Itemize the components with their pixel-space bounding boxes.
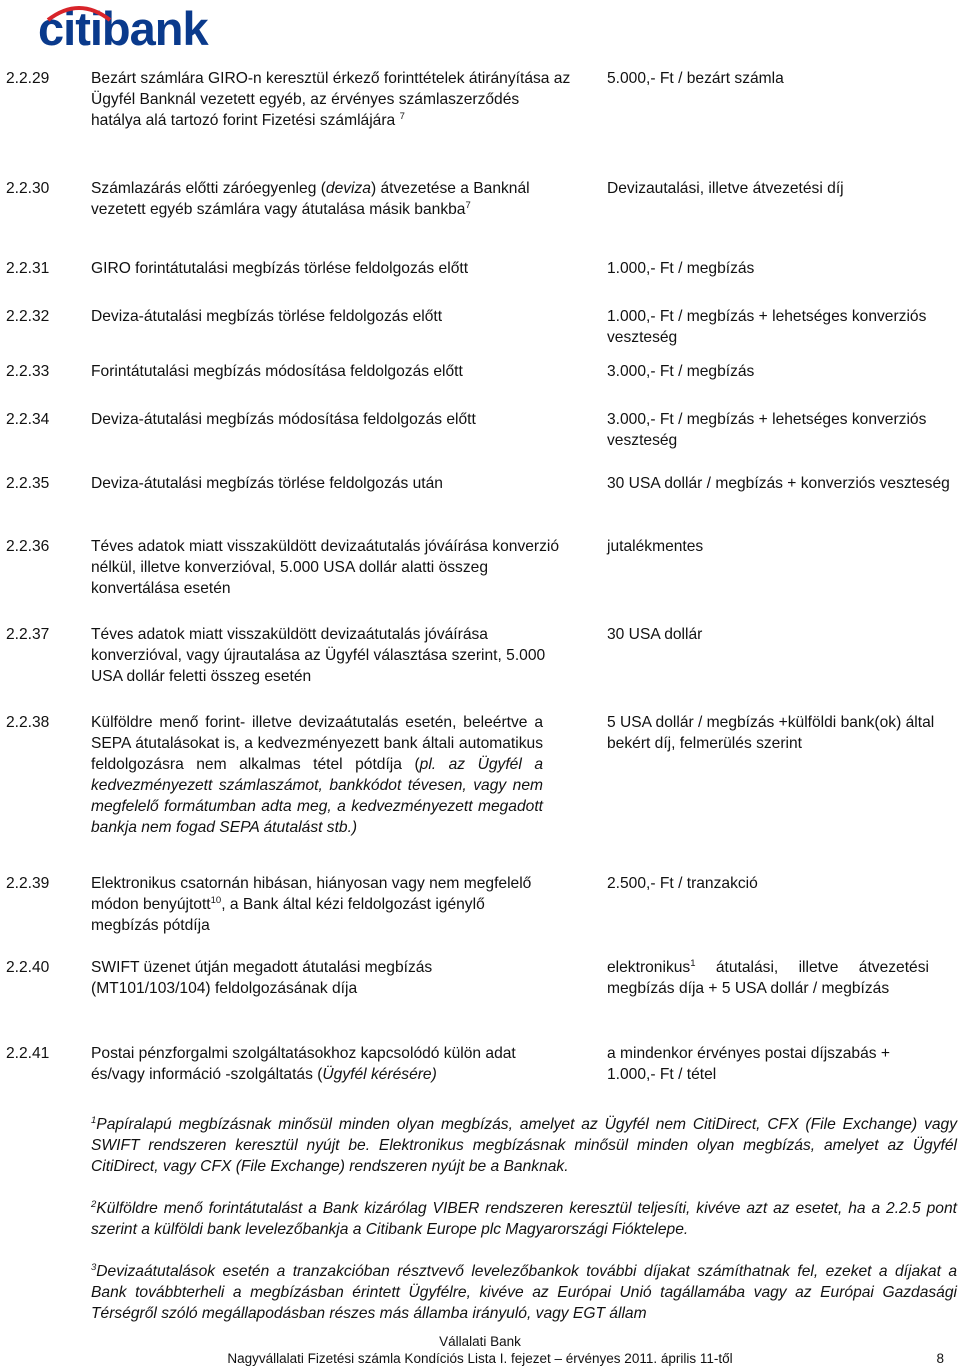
row-description: Külföldre menő forint- illetve devizaátutalás esetén, beleértve a SEPA átutalásokat is, a kedvezményezett bank általi automatikus feldolgozásra nem alkalmas tétel pótdíja (pl. az Ügyfél a kedvezményezett számlaszámot, bankkódot tévesen, vagy nem megfelelő formátumban adta meg, a kedvezményezett megadott bankja nem fogad SEPA átutalást stb.) <box>91 714 543 836</box>
footer-title: Vállalati Bank <box>439 1334 521 1349</box>
row-fee: 30 USA dollár <box>607 626 703 643</box>
row-fee: 30 USA dollár / megbízás + konverziós veszteség <box>607 475 950 492</box>
row-number: 2.2.33 <box>6 363 50 380</box>
footnote <box>91 1261 957 1324</box>
row-fee: jutalékmentes <box>607 538 704 555</box>
row-number: 2.2.36 <box>6 538 50 555</box>
row-fee: 3.000,- Ft / megbízás <box>607 363 755 380</box>
row-description: Deviza-átutalási megbízás módosítása feldolgozás előtt <box>91 411 476 428</box>
logo-wordmark: citibank <box>38 2 208 55</box>
row-description: Postai pénzforgalmi szolgáltatásokhoz kapcsolódó külön adat és/vagy információ -szolgáltatás (Ügyfél kérésére) <box>91 1045 516 1083</box>
footnote-text: Papíralapú megbízásnak minősül minden olyan megbízás, amelyet az Ügyfél nem CitiDirect, CFX (File Exchange) vagy SWIFT rendszeren keresztül nyújt be. Elektronikus megbízásnak minősül minden olyan megbízás, amelyet az Ügyfél CitiDirect, vagy CFX (File Exchange) rendszeren nyújt be a Banknak. <box>91 1116 957 1175</box>
row-description: Forintátutalási megbízás módosítása feldolgozás előtt <box>91 363 463 380</box>
row-fee: 1.000,- Ft / megbízás + lehetséges konverziós veszteség <box>607 308 927 346</box>
row-fee: 2.500,- Ft / tranzakció <box>607 875 758 892</box>
row-description: Téves adatok miatt visszaküldött devizaátutalás jóváírása konverzióval, vagy újrautalása az Ügyfél választása szerint, 5.000 USA dollár feletti összeg esetén <box>91 626 546 685</box>
row-fee: elektronikus$^1$ átutalási, illetve átvezetési megbízás díja + 5 USA dollár / megbízás <box>607 957 929 997</box>
footer-subtitle: Nagyvállalati Fizetési számla Kondíciós Lista I. fejezet – érvényes 2011. április 11-től <box>227 1351 733 1366</box>
row-number: 2.2.29 <box>6 70 50 87</box>
footnote <box>91 1114 957 1177</box>
row-fee: 5 USA dollár / megbízás +külföldi bank(ok) által bekért díj, felmerülés szerint <box>607 714 935 752</box>
footnote-text: Devizaátutalások esetén a tranzakcióban résztvevő levelezőbankok további díjakat számíthatnak fel, ezeket a díjakat a Bank továbbterheli a megbízásban érintett Ügyfélre, kivéve az Európai Unió tagállamába vagy az Európai Gazdasági Térségről szóló megállapodásban részes más államba irányuló, vagy EGT állam <box>91 1263 957 1322</box>
row-fee: Devizautalási, illetve átvezetési díj <box>607 180 844 197</box>
row-number: 2.2.39 <box>6 875 50 892</box>
row-number: 2.2.38 <box>6 714 50 731</box>
row-description: SWIFT üzenet útján megadott átutalási megbízás (MT101/103/104) feldolgozásának díja <box>91 959 433 997</box>
row-description: GIRO forintátutalási megbízás törlése feldolgozás előtt <box>91 260 469 277</box>
row-number: 2.2.32 <box>6 308 50 325</box>
row-description: Deviza-átutalási megbízás törlése feldolgozás előtt <box>91 308 443 325</box>
row-description: Számlazárás előtti záróegyenleg (deviza) átvezetése a Banknál vezetett egyéb számlára vagy átutalása másik bankba$^7$ <box>91 180 530 218</box>
row-fee: a mindenkor érvényes postai díjszabás + 1.000,- Ft / tétel <box>607 1045 891 1083</box>
row-number: 2.2.35 <box>6 475 50 492</box>
row-number: 2.2.31 <box>6 260 50 277</box>
row-number: 2.2.34 <box>6 411 50 428</box>
footnote <box>91 1198 957 1240</box>
row-number: 2.2.41 <box>6 1045 50 1062</box>
row-number: 2.2.37 <box>6 626 50 643</box>
page-number: 8 <box>936 1351 944 1366</box>
row-fee: 1.000,- Ft / megbízás <box>607 260 755 277</box>
row-description: Téves adatok miatt visszaküldött devizaátutalás jóváírása konverzió nélkül, illetve konverzióval, 5.000 USA dollár alatti összeg konvertálása esetén <box>91 538 560 597</box>
footnote-text: Külföldre menő forintátutalást a Bank kizárólag VIBER rendszeren keresztül teljesíti, kivéve azt az esetet, ha a 2.2.5 pont szerint a külföldi bank levelezőbankja a Citibank Europe plc Magyarországi Fióktelepe. <box>91 1200 957 1238</box>
footnote-mark: 1 <box>91 1114 97 1126</box>
row-fee: 3.000,- Ft / megbízás + lehetséges konverziós veszteség <box>607 411 927 449</box>
row-description: Elektronikus csatornán hibásan, hiányosan vagy nem megfelelő módon benyújtott$^{10}$, a Bank által kézi feldolgozást igénylő megbízás pótdíja <box>91 875 532 934</box>
row-description: Bezárt számlára GIRO-n keresztül érkező forinttételek átirányítása az Ügyfél Banknál vezetett egyéb, az érvényes számlaszerződés hatálya alá tartozó forint Fizetési számlájára $^7$ <box>91 70 571 129</box>
row-number: 2.2.40 <box>6 959 50 976</box>
footnote-mark: 3 <box>91 1261 97 1273</box>
logo-arc-icon <box>44 2 114 22</box>
row-description: Deviza-átutalási megbízás törlése feldolgozás után <box>91 475 443 492</box>
footnote-mark: 2 <box>91 1198 97 1210</box>
row-number: 2.2.30 <box>6 180 50 197</box>
row-fee: 5.000,- Ft / bezárt számla <box>607 70 784 87</box>
